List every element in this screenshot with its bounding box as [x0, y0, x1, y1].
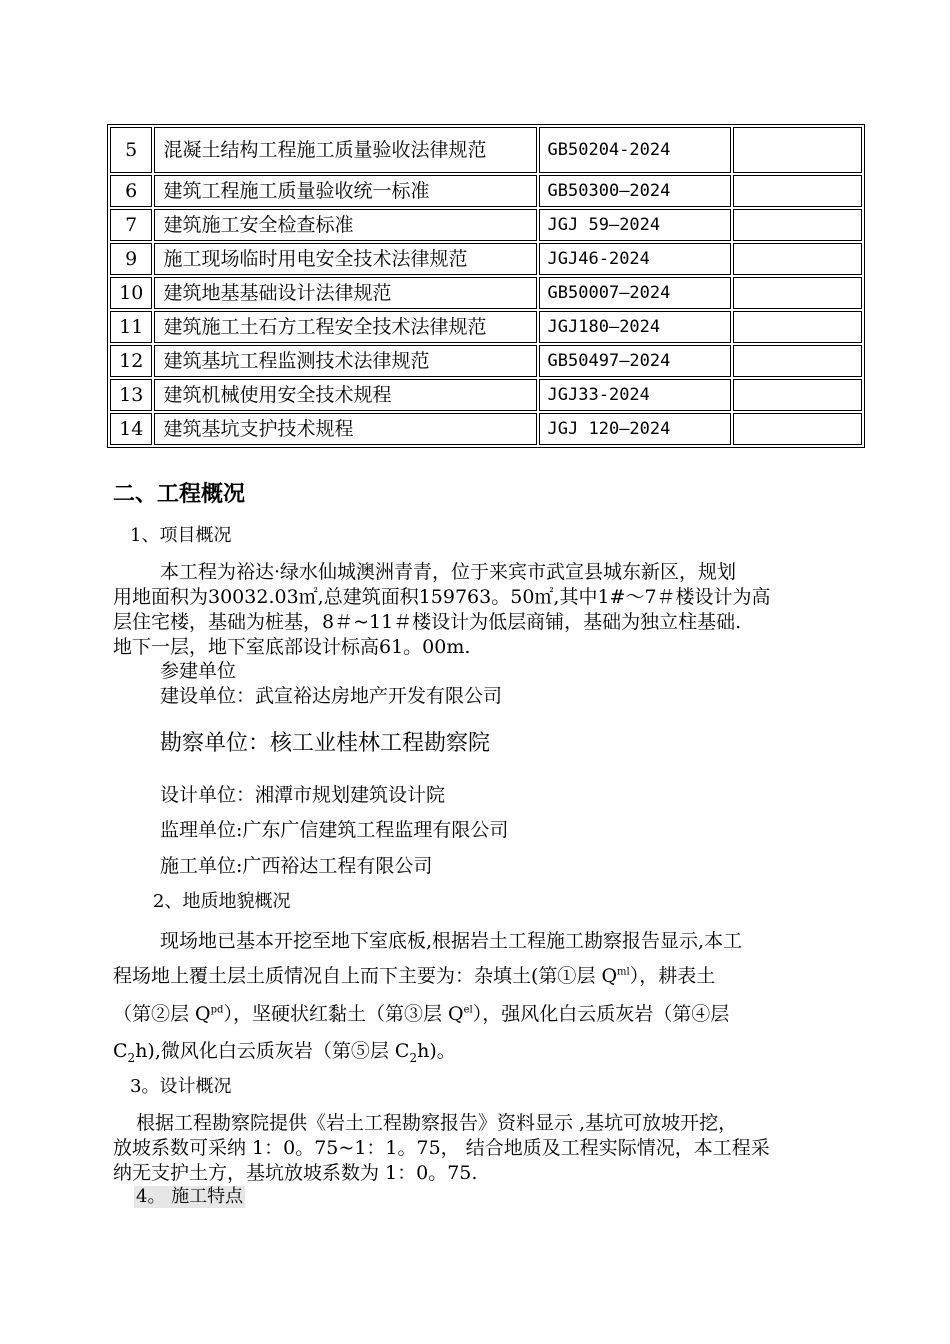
design-unit: 设计单位：湘潭市规划建筑设计院: [160, 784, 446, 806]
table-row: [110, 379, 862, 411]
standard-name: 建筑地基基础设计法律规范: [154, 277, 536, 309]
design-para-line-2: 放坡系数可采纳 1：0。75~1：1。75， 结合地质及工程实际情况，本工程采: [113, 1137, 770, 1159]
standard-code: GB50300—2024: [539, 175, 731, 207]
standard-code: GB50497—2024: [539, 345, 731, 377]
table-row: [110, 311, 862, 343]
standard-note: [733, 209, 862, 241]
geology-line-4: $C_2h$),微风化白云质灰岩（第⑤层 $C_2h$)。: [113, 1040, 456, 1065]
row-number: 11: [110, 311, 152, 343]
standard-note: [733, 311, 862, 343]
standard-code: JGJ46-2024: [539, 243, 731, 275]
table-row: [110, 277, 862, 309]
standard-code: JGJ 120—2024: [539, 413, 731, 445]
standard-name: 建筑基坑支护技术规程: [154, 413, 536, 445]
survey-unit: 勘察单位：核工业桂林工程勘察院: [160, 731, 491, 756]
section-heading-overview: 二、工程概况: [113, 482, 246, 507]
subsection-heading-features: 4。 施工特点: [136, 1186, 244, 1207]
project-para-line-2: 用地面积为30032.03㎡,总建筑面积159763。50㎡,其中1#～7＃楼设计为高: [113, 586, 771, 608]
standard-name: 建筑施工安全检查标准: [154, 209, 536, 241]
standard-code: JGJ33-2024: [539, 379, 731, 411]
units-label: 参建单位: [160, 660, 237, 682]
geology-line-1: 现场地已基本开挖至地下室底板,根据岩土工程施工勘察报告显示,本工: [160, 930, 743, 952]
standard-note: [733, 175, 862, 207]
design-para-line-1: 根据工程勘察院提供《岩土工程勘察报告》资料显示 ,基坑可放坡开挖，: [136, 1112, 738, 1134]
standard-name: 建筑施工土石方工程安全技术法律规范: [154, 311, 536, 343]
construction-unit: 施工单位:广西裕达工程有限公司: [160, 855, 433, 877]
standard-note: [733, 413, 862, 445]
standard-note: [733, 243, 862, 275]
standard-name: 施工现场临时用电安全技术法律规范: [154, 243, 536, 275]
table-row: [110, 127, 862, 173]
standard-code: GB50007—2024: [539, 277, 731, 309]
project-para-line-4: 地下一层，地下室底部设计标高61。00m.: [113, 636, 471, 658]
row-number: 5: [110, 127, 152, 173]
standards-table: [107, 124, 865, 448]
standard-note: [733, 345, 862, 377]
standard-name: 混凝土结构工程施工质量验收法律规范: [154, 127, 536, 173]
subsection-heading-project: 1、项目概况: [130, 525, 232, 546]
table-row: [110, 243, 862, 275]
standard-name: 建筑基坑工程监测技术法律规范: [154, 345, 536, 377]
geology-line-2: 程场地上覆土层土质情况自上而下主要为：杂填土(第①层 $Q^{ml}$），耕表土: [113, 965, 716, 987]
standard-code: GB50204-2024: [539, 127, 731, 173]
row-number: 13: [110, 379, 152, 411]
standard-note: [733, 127, 862, 173]
design-para-line-3: 纳无支护土方，基坑放坡系数为 1：0。75.: [113, 1162, 478, 1184]
table-row: [110, 345, 862, 377]
subsection-heading-geology: 2、地质地貌概况: [153, 891, 291, 912]
row-number: 10: [110, 277, 152, 309]
row-number: 14: [110, 413, 152, 445]
row-number: 6: [110, 175, 152, 207]
subsection-heading-design: 3。设计概况: [130, 1076, 232, 1097]
table-row: [110, 175, 862, 207]
builder-unit: 建设单位：武宣裕达房地产开发有限公司: [160, 685, 503, 707]
row-number: 12: [110, 345, 152, 377]
project-para-line-1: 本工程为裕达·绿水仙城澳洲青青，位于来宾市武宣县城东新区，规划: [160, 561, 737, 583]
row-number: 9: [110, 243, 152, 275]
geology-line-3: （第②层 $Q^{pd}$），坚硬状红黏土（第③层 $Q^{el}$），强风化白云质灰岩（第④层: [113, 1003, 730, 1025]
standard-name: 建筑工程施工质量验收统一标准: [154, 175, 536, 207]
standard-note: [733, 379, 862, 411]
supervision-unit: 监理单位:广东广信建筑工程监理有限公司: [160, 819, 509, 841]
table-row: [110, 413, 862, 445]
row-number: 7: [110, 209, 152, 241]
standard-code: JGJ180—2024: [539, 311, 731, 343]
standard-note: [733, 277, 862, 309]
standard-name: 建筑机械使用安全技术规程: [154, 379, 536, 411]
project-para-line-3: 层住宅楼，基础为桩基，8＃~11＃楼设计为低层商铺，基础为独立柱基础.: [113, 611, 742, 633]
table-row: [110, 209, 862, 241]
standard-code: JGJ 59—2024: [539, 209, 731, 241]
